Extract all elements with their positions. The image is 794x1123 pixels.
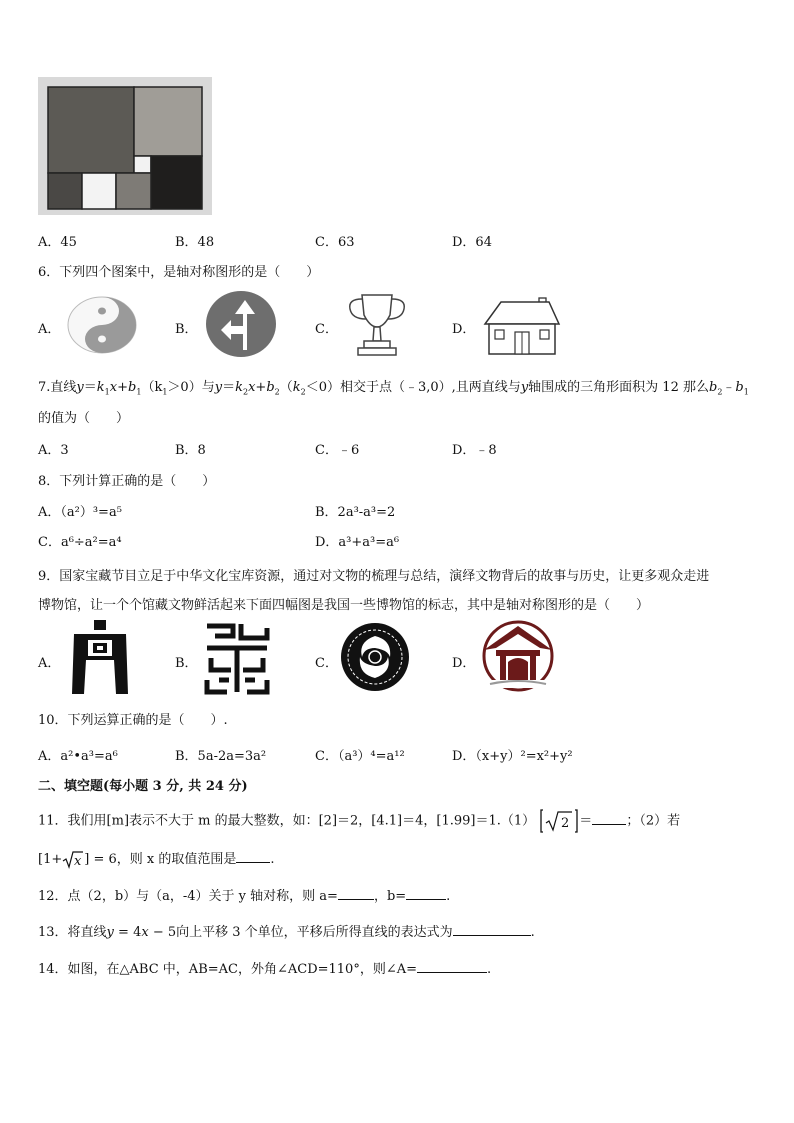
q11-blank-2[interactable] xyxy=(236,850,270,863)
q9-label-a: A． xyxy=(38,656,61,671)
q5-option-c: C．63 xyxy=(315,235,355,250)
q11-line2: [1+ x ] = 6，则 x 的取值范围是 . xyxy=(38,848,275,870)
trophy-icon xyxy=(344,291,410,357)
svg-text:2: 2 xyxy=(561,816,570,831)
q8-option-b: B．2a³-a³=2 xyxy=(315,505,396,520)
q14-blank[interactable] xyxy=(417,960,487,973)
q12-blank-b[interactable] xyxy=(406,887,446,900)
q6-label-c: C． xyxy=(315,322,338,337)
house-icon xyxy=(483,294,561,356)
q9-stem-line1: 9．国家宝藏节目立足于中华文化宝库资源，通过对文物的梳理与总结，演绎文物背后的故事与历史，让更多观众走进 xyxy=(38,569,710,584)
q7-option-d: D．﹣8 xyxy=(452,443,497,458)
section-2-title: 二、填空题(每小题 3 分, 共 24 分) xyxy=(38,779,248,794)
q6-stem: 6．下列四个图案中，是轴对称图形的是（ ） xyxy=(38,265,320,280)
sqrt-x-expression xyxy=(62,850,84,870)
q9-label-d: D． xyxy=(452,656,476,671)
q11-line1: 11．我们用[m]表示不大于 m 的最大整数，如：[2]＝2，[4.1]＝4，[1.99]＝1.（1） 2 ＝ ；（2）若 xyxy=(38,808,680,834)
q7-stem-line2: 的值为（ ） xyxy=(38,411,130,426)
pavilion-logo xyxy=(478,620,558,692)
q9-label-b: B． xyxy=(175,656,198,671)
q9-label-c: C． xyxy=(315,656,338,671)
q5-option-a: A．45 xyxy=(38,235,77,250)
q14-stem: 14．如图，在△ABC 中，AB=AC，外角∠ACD=110°，则∠A= . xyxy=(38,962,492,977)
q13-blank[interactable] xyxy=(453,923,531,936)
q9-stem-line2: 博物馆，让一个个馆藏文物鲜活起来下面四幅图是我国一些博物馆的标志，其中是轴对称图形的是（ ） xyxy=(38,598,650,613)
tiled-rectangle-figure xyxy=(38,77,212,215)
q7-option-c: C．﹣6 xyxy=(315,443,360,458)
q8-stem: 8．下列计算正确的是（ ） xyxy=(38,474,216,489)
geometric-seal-logo xyxy=(203,620,271,696)
road-sign-arrows-icon xyxy=(205,290,277,358)
q10-option-b: B．5a-2a=3a² xyxy=(175,749,267,764)
q11-blank-1[interactable] xyxy=(592,812,626,825)
q10-option-a: A．a²•a³=a⁶ xyxy=(38,749,118,764)
q10-option-c: C．（a³）⁴=a¹² xyxy=(315,749,405,764)
q5-option-b: B．48 xyxy=(175,235,215,250)
q13-stem: 13．将直线y = 4x − 5向上平移 3 个单位，平移后所得直线的表达式为 . xyxy=(38,925,535,940)
q8-option-c: C．a⁶÷a²=a⁴ xyxy=(38,535,122,550)
q5-option-d: D．64 xyxy=(452,235,492,250)
q7-option-a: A．3 xyxy=(38,443,69,458)
q8-option-a: A．（a²）³=a⁵ xyxy=(38,505,122,520)
q10-stem: 10．下列运算正确的是（ ）. xyxy=(38,713,228,728)
q12-stem: 12．点（2，b）与（a，-4）关于 y 轴对称，则 a= ，b= . xyxy=(38,889,451,904)
q7-stem-line1: 7.直线$y=k_1x+b_1(k_1>0)$与$y=k_2x+b_2(k_2<0)$相交于点（﹣3,0）,且两直线与y轴围成的三角形面积为 12 那么$b_2﹣b_1$ xyxy=(38,380,749,397)
ancient-coin-spade-logo xyxy=(66,620,134,696)
q12-blank-a[interactable] xyxy=(338,887,374,900)
yin-yang-icon xyxy=(66,295,138,355)
q6-label-a: A． xyxy=(38,322,61,337)
q10-option-d: D．（x+y）²=x²+y² xyxy=(452,749,573,764)
q6-label-d: D． xyxy=(452,322,476,337)
q7-option-b: B．8 xyxy=(175,443,206,458)
swirl-circle-logo xyxy=(340,622,410,692)
bracket-sqrt2-expression xyxy=(539,808,579,834)
q6-label-b: B． xyxy=(175,322,198,337)
svg-text:x: x xyxy=(74,853,82,869)
q8-option-d: D．a³+a³=a⁶ xyxy=(315,535,400,550)
